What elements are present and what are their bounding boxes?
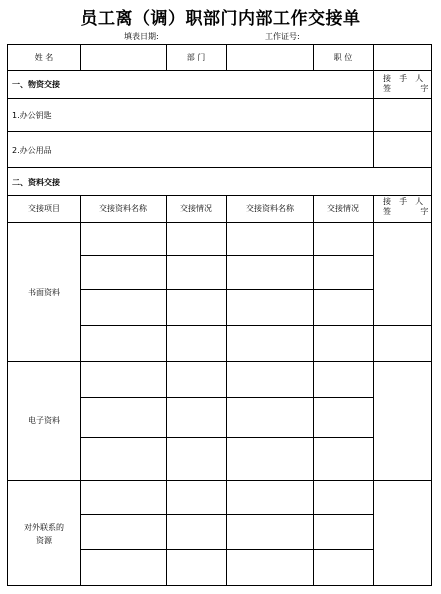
col-handover-status-2: 交接情况 <box>327 204 359 213</box>
work-id-label: 工作证号: <box>265 32 300 41</box>
section-material-signer-label: 接 手 人 签 字 <box>383 74 430 93</box>
col-document-name-2: 交接资料名称 <box>246 204 294 213</box>
col-handover-item: 交接项目 <box>28 204 60 213</box>
office-keys-item: 1.办公钥匙 <box>12 111 52 120</box>
position-field[interactable] <box>374 45 431 70</box>
document-title: 员工离（调）职部门内部工作交接单 <box>80 9 361 29</box>
department-field[interactable] <box>227 45 313 70</box>
position-label: 职 位 <box>333 53 353 62</box>
section-material-title: 一、物资交接 <box>12 80 60 89</box>
department-label: 部 门 <box>186 53 206 62</box>
group-electronic-documents: 电子资料 <box>28 416 60 425</box>
group-external-contacts: 对外联系的 资源 <box>24 523 64 545</box>
fill-date-label: 填表日期: <box>124 32 159 41</box>
office-supplies-item: 2.办公用品 <box>12 146 52 155</box>
col-document-name-1: 交接资料名称 <box>99 204 147 213</box>
name-field[interactable] <box>81 45 166 70</box>
section-document-title: 二、资料交接 <box>12 178 60 187</box>
section-material-signature-field[interactable] <box>374 99 431 167</box>
group-paper-documents: 书面资料 <box>28 288 60 297</box>
name-label: 姓 名 <box>34 53 54 62</box>
section-document-signer-label: 接 手 人 签 字 <box>383 197 430 216</box>
col-handover-status-1: 交接情况 <box>180 204 212 213</box>
